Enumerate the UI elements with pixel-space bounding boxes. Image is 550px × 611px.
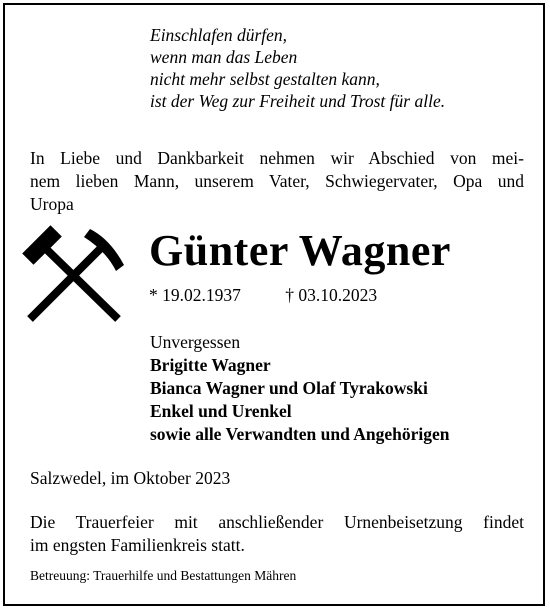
birth-date: * 19.02.1937 [149, 285, 241, 305]
ceremony-line: im engsten Familienkreis statt. [30, 535, 245, 555]
mourner: Enkel und Urenkel [150, 401, 292, 421]
mourner: Brigitte Wagner [150, 355, 271, 375]
place-date: Salzwedel, im Oktober 2023 [30, 468, 231, 488]
intro-line: nem lieben Mann, unserem Vater, Schwiegervater, Opa und [30, 171, 524, 191]
intro-text [30, 147, 524, 216]
mourners-heading: Unvergessen [150, 332, 241, 352]
poem [150, 24, 445, 112]
ceremony-notice [30, 511, 524, 557]
death-date: † 03.10.2023 [285, 285, 378, 305]
intro-line: In Liebe und Dankbarkeit nehmen wir Abschied von mei- [30, 148, 524, 168]
funeral-home-credit: Betreuung: Trauerhilfe und Bestattungen Mähren [30, 568, 297, 583]
deceased-name: Günter Wagner [149, 226, 451, 275]
intro-line: Uropa [30, 194, 74, 214]
poem-line: wenn man das Leben [150, 47, 298, 67]
poem-line: Einschlafen dürfen, [150, 25, 288, 45]
life-dates [149, 284, 377, 306]
mourner: sowie alle Verwandten und Angehörigen [150, 424, 450, 444]
mourners [150, 331, 449, 446]
mourner: Bianca Wagner und Olaf Tyrakowski [150, 378, 428, 398]
poem-line: ist der Weg zur Freiheit und Trost für alle. [150, 91, 446, 111]
ceremony-line: Die Trauerfeier mit anschließender Urnenbeisetzung findet [30, 512, 524, 532]
poem-line: nicht mehr selbst gestalten kann, [150, 69, 380, 89]
hammer-and-pick-icon [20, 225, 130, 325]
